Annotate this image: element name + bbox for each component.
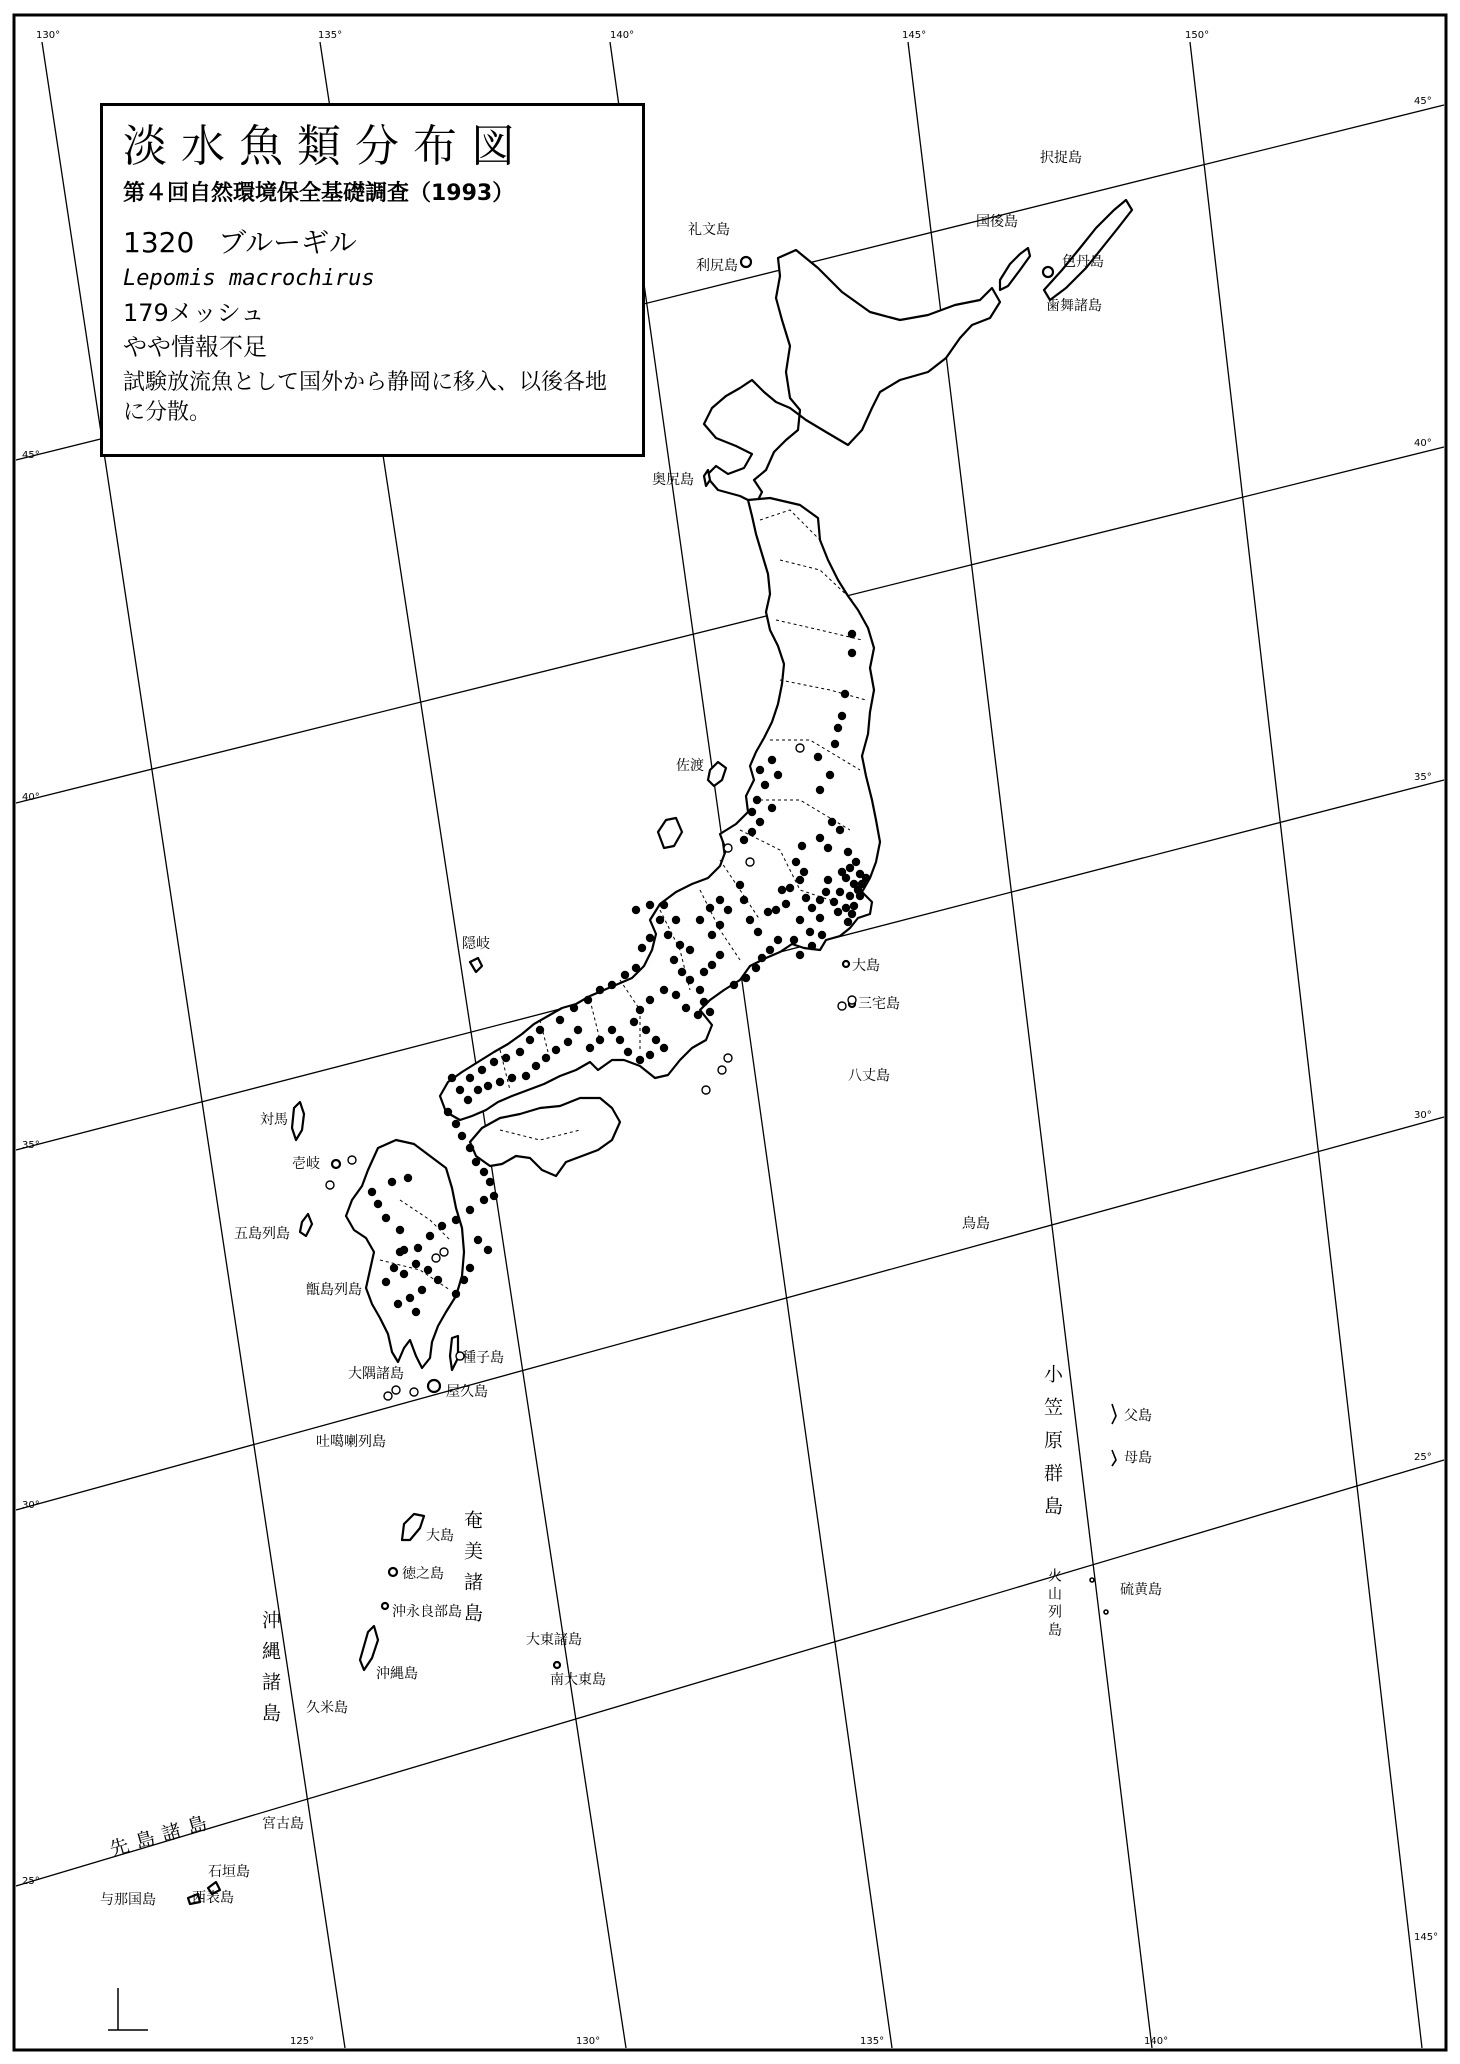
occurrence-dot (522, 1072, 530, 1080)
occurrence-dot (814, 753, 822, 761)
species-line (123, 224, 622, 262)
ogasawara-islands (1090, 1404, 1116, 1614)
label-oki: 隠岐 (462, 936, 490, 952)
occurrence-dot (452, 1120, 460, 1128)
occurrence-dot (452, 1216, 460, 1224)
lon-label-150: 150° (1185, 30, 1210, 41)
label-kunashiri: 国後島 (976, 214, 1018, 230)
label-osumi: 大隅諸島 (348, 1366, 404, 1382)
occurrence-dot (852, 858, 860, 866)
occurrence-dot (806, 928, 814, 936)
occurrence-dot (632, 906, 640, 914)
occurrence-dot (724, 906, 732, 914)
occurrence-dot (850, 880, 858, 888)
open-circle (838, 1002, 846, 1010)
occurrence-dot (752, 964, 760, 972)
occurrence-dot (740, 896, 748, 904)
occurrence-dot (638, 944, 646, 952)
occurrence-dot (452, 1290, 460, 1298)
label-okushiri: 奥尻島 (652, 472, 694, 488)
occurrence-dot (758, 954, 766, 962)
occurrence-dot (836, 888, 844, 896)
occurrence-dot (756, 766, 764, 774)
occurrence-dot (508, 1074, 516, 1082)
occurrence-dot (584, 996, 592, 1004)
open-circle (702, 1086, 710, 1094)
occurrence-dot (716, 896, 724, 904)
lon-label-145: 145° (902, 30, 927, 41)
occurrence-dot (466, 1206, 474, 1214)
occurrence-dot (796, 876, 804, 884)
amami-oshima (402, 1514, 424, 1540)
occurrence-dot (396, 1248, 404, 1256)
lon-label-bottom-145: 145° (1414, 1932, 1439, 1943)
parallel-30 (16, 1117, 1444, 1510)
label-iwojima: 硫黄島 (1120, 1582, 1162, 1598)
open-circle (384, 1392, 392, 1400)
occurrence-dot (782, 900, 790, 908)
lat-label-35-left: 35° (22, 1140, 40, 1151)
label-yakushima: 屋久島 (446, 1384, 488, 1400)
occurrence-dot (484, 1082, 492, 1090)
occurrence-dot (396, 1226, 404, 1234)
occurrence-dot (448, 1074, 456, 1082)
occurrence-dot (458, 1132, 466, 1140)
occurrence-dot (646, 934, 654, 942)
label-hahajima: 母島 (1124, 1450, 1152, 1466)
occurrence-dot (480, 1196, 488, 1204)
occurrence-dot (818, 931, 826, 939)
occurrence-dot (672, 916, 680, 924)
scientific-name: Lepomis macrochirus (123, 266, 375, 291)
okinawa-island (360, 1626, 378, 1670)
label-goto: 五島列島 (234, 1226, 290, 1242)
occurrence-dot (642, 1026, 650, 1034)
occurrence-dot (414, 1244, 422, 1252)
occurrence-dot (846, 864, 854, 872)
occurrence-dot (848, 649, 856, 657)
map-title: 淡水魚類分布図 (123, 121, 529, 172)
label-hachijo: 八丈島 (848, 1068, 890, 1084)
occurrence-dot (830, 898, 838, 906)
occurrence-dot (412, 1260, 420, 1268)
occurrence-dot (490, 1192, 498, 1200)
label-miyako: 宮古島 (262, 1816, 304, 1832)
occurrence-dot (636, 1006, 644, 1014)
occurrence-dot (652, 1036, 660, 1044)
occurrence-dot (624, 1048, 632, 1056)
occurrence-dot (802, 894, 810, 902)
occurrence-dot (816, 914, 824, 922)
occurrence-dot (484, 1246, 492, 1254)
occurrence-dot (456, 1086, 464, 1094)
occurrence-dot (664, 931, 672, 939)
occurrence-dot (708, 931, 716, 939)
occurrence-dot (552, 1046, 560, 1054)
occurrence-dot (748, 808, 756, 816)
kunashiri-island (1000, 248, 1030, 290)
occurrence-dot (660, 901, 668, 909)
label-tokunoshima: 徳之島 (402, 1566, 444, 1582)
occurrence-dot (766, 946, 774, 954)
occurrence-dot (790, 936, 798, 944)
occurrence-dot (616, 1036, 624, 1044)
open-circle (724, 844, 732, 852)
occurrence-dot (464, 1096, 472, 1104)
occurrence-dot (466, 1264, 474, 1272)
lon-label-bottom-125: 125° (290, 2036, 315, 2047)
occurrence-dot (388, 1178, 396, 1186)
lat-label-25-right: 25° (1414, 1452, 1432, 1463)
parallel-40 (16, 447, 1444, 803)
occurrence-dot (466, 1074, 474, 1082)
occurrence-dot (836, 826, 844, 834)
occurrence-dot (574, 1026, 582, 1034)
occurrence-dot (480, 1168, 488, 1176)
occurrence-dot (816, 896, 824, 904)
occurrence-dot (808, 942, 816, 950)
occurrence-dot (772, 906, 780, 914)
lat-label-25-left: 25° (22, 1876, 40, 1887)
data-quality: やや情報不足 (123, 333, 267, 361)
occurrence-dot (834, 724, 842, 732)
occurrence-dot (486, 1178, 494, 1186)
occurrence-dot (646, 996, 654, 1004)
open-circle (848, 996, 856, 1004)
okushiri-island (704, 470, 710, 486)
occurrence-dot (786, 884, 794, 892)
shikotan-island (1043, 267, 1053, 277)
occurrence-dot (834, 908, 842, 916)
occurrence-dot (466, 1144, 474, 1152)
occurrence-dot (434, 1276, 442, 1284)
corner-scale-mark (108, 1988, 148, 2030)
occurrence-dot (426, 1232, 434, 1240)
survey-subtitle: 第４回自然環境保全基礎調査（1993） (123, 181, 515, 206)
occurrence-dot (841, 690, 849, 698)
occurrence-dot (368, 1188, 376, 1196)
occurrence-dot (676, 941, 684, 949)
label-daito: 大東諸島 (526, 1632, 582, 1648)
iki-island (332, 1160, 340, 1168)
lon-label-bottom-135: 135° (860, 2036, 885, 2047)
tokunoshima (389, 1568, 397, 1576)
occurrence-dot (708, 961, 716, 969)
occurrence-dot (828, 818, 836, 826)
occurrence-dot (796, 916, 804, 924)
occurrence-dot (672, 991, 680, 999)
occurrence-dot (816, 786, 824, 794)
occurrence-dot (516, 1048, 524, 1056)
tsushima-island (292, 1102, 304, 1140)
occurrence-dot (418, 1286, 426, 1294)
open-circle (392, 1386, 400, 1394)
shikoku (470, 1098, 620, 1176)
label-torishima: 鳥島 (962, 1216, 990, 1232)
occurrence-dot (754, 928, 762, 936)
occurrence-dot (621, 971, 629, 979)
occurrence-dot (496, 1078, 504, 1086)
label-koshiki: 甑島列島 (306, 1282, 362, 1298)
open-circle (746, 858, 754, 866)
occurrence-dot (474, 1236, 482, 1244)
occurrence-dot (646, 901, 654, 909)
honshu (440, 498, 880, 1120)
lon-label-bottom-140: 140° (1144, 2036, 1169, 2047)
lat-label-30-left: 30° (22, 1500, 40, 1511)
lat-label-40-right: 40° (1414, 438, 1432, 449)
occurrence-dot (822, 888, 830, 896)
occurrence-dot (846, 892, 854, 900)
label-iriomote: 西表島 (192, 1890, 234, 1906)
label-rishiri: 利尻島 (696, 258, 738, 274)
occurrence-dot (778, 886, 786, 894)
lat-label-45-right: 45° (1414, 96, 1432, 107)
occurrence-dot (816, 834, 824, 842)
occurrence-dot (844, 918, 852, 926)
occurrence-dot (862, 874, 870, 882)
occurrence-dot (792, 858, 800, 866)
occurrence-dot (438, 1222, 446, 1230)
occurrence-dot (768, 756, 776, 764)
lon-label-135: 135° (318, 30, 343, 41)
occurrence-dot (382, 1214, 390, 1222)
izu-oshima-island (843, 961, 849, 967)
occurrence-dot (608, 1026, 616, 1034)
occurrence-dot (636, 1056, 644, 1064)
label-izu-oshima: 大島 (852, 958, 880, 974)
legend-box (100, 103, 645, 457)
label-iki: 壱岐 (292, 1156, 320, 1172)
occurrence-dot (694, 1011, 702, 1019)
occurrence-dot (474, 1086, 482, 1094)
label-ogasawara: 小笠原群島 (1041, 1364, 1063, 1529)
occurrence-dot (390, 1264, 398, 1272)
noto-peninsula (658, 818, 682, 848)
occurrence-dot (472, 1158, 480, 1166)
hokkaido (704, 250, 1000, 504)
occurrence-dot (686, 946, 694, 954)
label-tsushima: 対馬 (260, 1112, 288, 1128)
occurrence-dot (742, 974, 750, 982)
occurrence-dot (570, 1004, 578, 1012)
occurrence-dot (716, 921, 724, 929)
goto-islands (300, 1214, 312, 1236)
occurrence-dot (774, 936, 782, 944)
label-ishigaki: 石垣島 (208, 1864, 250, 1880)
occurrence-dot (706, 904, 714, 912)
occurrence-dot (848, 630, 856, 638)
open-circle (410, 1388, 418, 1396)
occurrence-dot (808, 904, 816, 912)
meridian-150 (1190, 42, 1422, 2048)
label-kume: 久米島 (306, 1700, 348, 1716)
lat-label-35-right: 35° (1414, 772, 1432, 783)
label-minami-daito: 南大東島 (550, 1672, 606, 1688)
open-circle (440, 1248, 448, 1256)
occurrence-dot (730, 981, 738, 989)
occurrence-dot (424, 1266, 432, 1274)
occurrence-dot (696, 986, 704, 994)
occurrence-dot (796, 951, 804, 959)
occurrence-dot (800, 868, 808, 876)
occurrence-dot (764, 908, 772, 916)
occurrence-dot (746, 916, 754, 924)
occurrence-dot (774, 771, 782, 779)
occurrence-dot (646, 1051, 654, 1059)
lat-label-45-left: 45° (22, 450, 40, 461)
introduction-note: 試験放流魚として国外から静岡に移入、以後各地に分散。 (123, 370, 608, 425)
yakushima (428, 1380, 440, 1392)
occurrence-dot (596, 1036, 604, 1044)
occurrence-dot (856, 892, 864, 900)
occurrence-dot (848, 910, 856, 918)
occurrence-dot (798, 842, 806, 850)
lat-label-30-right: 30° (1414, 1110, 1432, 1121)
occurrence-dot (850, 902, 858, 910)
occurrence-dot (400, 1270, 408, 1278)
label-kazan: 火山列島 (1046, 1568, 1062, 1640)
occurrence-dot (632, 964, 640, 972)
label-etorofu: 択捉島 (1040, 150, 1082, 166)
occurrence-dot (532, 1062, 540, 1070)
occurrence-dot (406, 1294, 414, 1302)
occurrence-dot (670, 956, 678, 964)
occurrence-dot (404, 1174, 412, 1182)
occurrence-dot (842, 904, 850, 912)
occurrence-dot (736, 881, 744, 889)
occurrence-dot (490, 1058, 498, 1066)
minami-daito-island (554, 1662, 560, 1668)
label-okinawa: 沖縄島 (376, 1666, 418, 1682)
lon-label-bottom-130: 130° (576, 2036, 601, 2047)
open-circle (796, 744, 804, 752)
occurrence-dot (838, 712, 846, 720)
label-shikotan: 色丹島 (1062, 254, 1104, 270)
occurrence-dot (394, 1300, 402, 1308)
okinoerabu (382, 1603, 388, 1609)
rishiri-island (741, 257, 751, 267)
occurrence-dot (556, 1016, 564, 1024)
occurrence-dot (753, 796, 761, 804)
label-sado: 佐渡 (676, 758, 704, 774)
occurrence-dot (838, 868, 846, 876)
label-okinoerabu: 沖永良部島 (392, 1604, 462, 1620)
occurrence-dot (824, 844, 832, 852)
occurrence-dot (831, 740, 839, 748)
occurrence-dot (682, 1004, 690, 1012)
occurrence-dot (502, 1054, 510, 1062)
open-circle (348, 1156, 356, 1164)
species-name: ブルーギル (218, 226, 357, 259)
label-amami-group: 奄美諸島 (461, 1510, 483, 1634)
occurrence-dot (564, 1038, 572, 1046)
etorofu-island (1044, 200, 1132, 300)
label-tokara: 吐噶喇列島 (316, 1434, 386, 1450)
label-sakishima: 先島諸島 (107, 1809, 218, 1861)
occurrence-dot (460, 1276, 468, 1284)
lon-label-130: 130° (36, 30, 61, 41)
occurrence-dot (542, 1054, 550, 1062)
occurrence-dot (412, 1308, 420, 1316)
occurrence-dot (740, 836, 748, 844)
occurrence-dot (700, 968, 708, 976)
open-circle (326, 1181, 334, 1189)
occurrence-dot (526, 1036, 534, 1044)
occurrence-dot (824, 876, 832, 884)
occurrence-dot (700, 998, 708, 1006)
occurrence-dot (630, 1018, 638, 1026)
open-circle (718, 1066, 726, 1074)
species-code: 1320 (123, 226, 195, 259)
sado-island (708, 762, 726, 786)
label-miyake: 三宅島 (858, 996, 900, 1012)
label-yonaguni: 与那国島 (100, 1892, 156, 1908)
occurrence-dot (826, 771, 834, 779)
occurrence-dot (374, 1200, 382, 1208)
label-okinawa-group: 沖縄諸島 (259, 1610, 281, 1734)
label-rebun: 礼文島 (688, 222, 730, 238)
label-tanegashima: 種子島 (462, 1350, 504, 1366)
lon-label-140: 140° (610, 30, 635, 41)
occurrence-dot (768, 804, 776, 812)
occurrence-dot (844, 848, 852, 856)
occurrence-dot (656, 916, 664, 924)
oki-island (470, 958, 482, 972)
occurrence-dot (608, 981, 616, 989)
label-amami-oshima: 大島 (426, 1528, 454, 1544)
open-circle (724, 1054, 732, 1062)
open-circle (432, 1254, 440, 1262)
occurrence-dot (444, 1108, 452, 1116)
occurrence-dot (748, 828, 756, 836)
occurrence-dot (761, 781, 769, 789)
occurrence-dot (696, 916, 704, 924)
label-chichijima: 父島 (1124, 1408, 1152, 1424)
occurrence-dot (478, 1066, 486, 1074)
occurrence-dot (382, 1278, 390, 1286)
occurrence-dot (678, 968, 686, 976)
mesh-count: 179メッシュ (123, 299, 265, 327)
lat-label-40-left: 40° (22, 792, 40, 803)
parallel-25 (16, 1460, 1444, 1886)
occurrence-dot (660, 986, 668, 994)
occurrence-dot (686, 976, 694, 984)
occurrence-dot (536, 1026, 544, 1034)
occurrence-dot (586, 1044, 594, 1052)
occurrence-dot (756, 818, 764, 826)
occurrence-dot (660, 1044, 668, 1052)
occurrence-dot (596, 986, 604, 994)
occurrence-dot (706, 1008, 714, 1016)
label-habomai: 歯舞諸島 (1046, 298, 1102, 314)
occurrence-dot (716, 951, 724, 959)
